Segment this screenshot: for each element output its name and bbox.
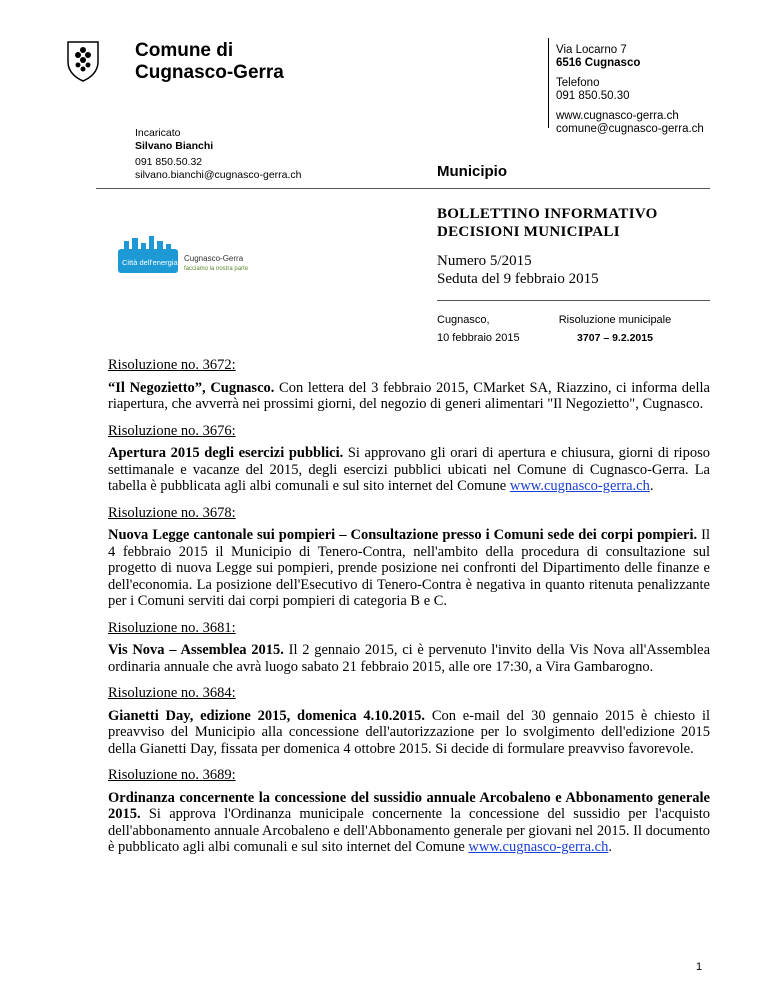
resolution-tail: . [608,839,612,855]
resolution-heading: Nuova Legge cantonale sui pompieri – Consultazione presso i Comuni sede dei corpi pompieri. [108,527,698,543]
contact-phone: 091 850.50.32 [135,156,203,168]
resolution-body: Il 2 gennaio 2015, ci è pervenuto l'invito della Vis Nova all'Assemblea ordinaria annuale che avrà luogo sabato 21 febbraio 2015, alle ore 17:30, a Vira Gambarogno. [108,642,711,675]
resolution-body: Con lettera del 3 febbraio 2015, CMarket SA, Riazzino, ci informa della riapertura, che avverrà nei prossimi giorni, del negozio di generi alimentari "Il Negozietto", Cugnasco. [108,379,710,412]
resolution-heading: Gianetti Day, edizione 2015, domenica 4.10.2015. [108,707,426,724]
resolution-heading: Apertura 2015 degli esercizi pubblici. [108,445,344,461]
resolution-text [108,642,710,675]
website-link[interactable]: www.cugnasco-gerra.ch [468,839,609,855]
resolution-heading: Vis Nova – Assemblea 2015. [108,642,284,658]
bulletin-title [437,205,658,241]
resolution-body: Si approvano gli orari di apertura e chiusura, giorni di riposo settimanale e vacanze del 2015, degli esercizi pubblici ubicati nel Comune di Cugnasco-Gerra. La tabella è pubblicata agli albi comunali e sul sito internet del Comune [108,445,710,494]
email[interactable]: comune@cugnasco-gerra.ch [556,123,704,135]
org-name-line1: Comune di [135,40,234,61]
resolution-label: Risoluzione municipale [558,314,672,326]
department-label: Municipio [437,163,507,180]
bulletin-rule [437,300,710,301]
resolution-title: Risoluzione no. 3678: [108,504,236,521]
bulletin-title-line2: DECISIONI MUNICIPALI [437,224,620,240]
bulletin-title-line1: BOLLETTINO INFORMATIVO [437,206,658,222]
resolution-text [108,380,710,413]
resolution-tail: . [649,478,654,494]
resolution-heading: Ordinanza concernente la concessione del sussidio annuale Arcobaleno e Abbonamento generale 2015. [108,789,710,822]
resolution-title: Risoluzione no. 3681: [108,619,236,636]
resolution-text [108,445,710,495]
date: 10 febbraio 2015 [437,332,520,344]
page-number: 1 [696,961,703,973]
resolution-text [108,708,710,758]
logo-left-text: Città dell'energia [122,258,178,267]
resolution-heading: “Il Negozietto”, Cugnasco. [108,379,275,396]
logo-right-line1: Cugnasco-Gerra [184,254,244,263]
resolutions-list [108,357,710,866]
place: Cugnasco, [437,314,490,326]
contact-name: Silvano Bianchi [135,139,214,152]
place-date [437,311,520,347]
bulletin-info [437,252,599,288]
address-city: 6516 Cugnasco [556,57,641,69]
resolution-title: Risoluzione no. 3689: [108,767,236,783]
contact-email[interactable]: silvano.bianchi@cugnasco-gerra.ch [135,168,302,181]
org-name-line2: Cugnasco-Gerra [135,62,284,83]
resolution-item [108,620,710,676]
resolution-body: Con e-mail del 30 gennaio 2015 è chiesto il preavviso del Municipio alla concessione dell'autorizzazione per lo svolgimento dell'edizione 2015 della Gianetti Day, fissata per domenica 4 ottobre 2015. Si decide di formulare preavviso favorevole. [108,707,711,757]
website[interactable]: www.cugnasco-gerra.ch [556,110,679,122]
resolution-text [108,527,710,610]
phone-number: 091 850.50.30 [556,90,630,102]
resolution-item [108,505,710,610]
bulletin-number: Numero 5/2015 [437,253,532,269]
contact-block [135,127,302,181]
coat-of-arms-icon [66,40,100,82]
phone-label: Telefono [556,77,600,89]
address-block [556,44,704,136]
bulletin-session: Seduta del 9 febbraio 2015 [437,271,599,287]
resolution-body: Si approva l'Ordinanza municipale concernente la concessione del sussidio per l'acquisto dell'abbonamento annuale Arcobaleno e dell'Abbonamento generale per giovani nel 2015. Il documento è pubblicato agli albi comunali e sul sito internet del Comune [108,806,710,855]
resolution-number: 3707 – 9.2.2015 [577,332,653,344]
logo-right-line2: facciamo la nostra parte [184,266,249,272]
resolution-text [108,790,710,856]
organization-name [135,40,284,84]
resolution-ref [555,311,675,347]
header-divider [548,38,549,128]
contact-label: Incaricato [135,127,181,139]
address-street: Via Locarno 7 [556,44,627,56]
resolution-title: Risoluzione no. 3672: [108,357,236,373]
resolution-title: Risoluzione no. 3684: [108,685,236,701]
header-rule [96,188,710,189]
resolution-body: Il 4 febbraio 2015 il Municipio di Tenero-Contra, nell'ambito della procedura di consultazione sul progetto di nuova Legge sui pompieri, prende posizione nei confronti del Dipartimento delle finanze e dell'economia. La posizione dell'Esecutivo di Tenero-Contra è negativa in quanto ritenuta penalizzante per i Comuni serviti dai corpi pompieri di categoria B e C. [108,527,711,609]
resolution-title: Risoluzione no. 3676: [108,422,236,439]
resolution-item [108,357,710,413]
resolution-item [108,423,710,495]
website-link[interactable]: www.cugnasco-gerra.ch [509,478,650,494]
citta-energia-logo [118,235,318,277]
resolution-item [108,685,710,757]
resolution-item [108,767,710,856]
